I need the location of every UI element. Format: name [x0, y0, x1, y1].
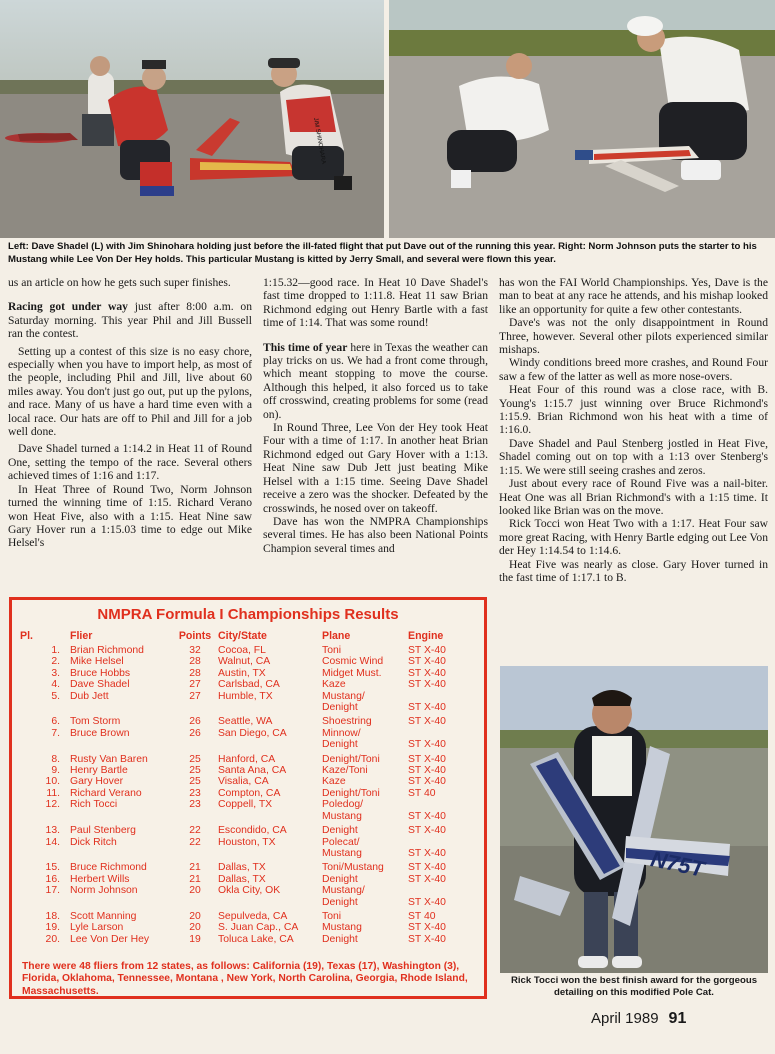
cell-engine: ST X-40 [408, 896, 446, 908]
paragraph: Heat Four of this round was a close race, with B. Young's 1:15.7 just winning over Bruce Richmond's 1:15.9. Brian Richmond won his heat with a time of 1:16.0. [499, 383, 768, 437]
cell-points: 26 [189, 716, 201, 728]
cell-engine: ST 40 [408, 787, 436, 799]
cell-engine: ST 40 [408, 910, 436, 922]
cell-points: 26 [189, 727, 201, 739]
cell-engine: ST X-40 [408, 656, 446, 668]
cell-plane: Mustang [322, 810, 362, 822]
cell-points: 23 [189, 799, 201, 811]
paragraph: Heat Five was nearly as close. Gary Hover turned in the fast time of 1:17.1 to B. [499, 557, 768, 584]
cell-plane: Shoestring [322, 716, 372, 728]
cell-flier [66, 897, 172, 908]
cell-flier: Richard Verano [70, 787, 142, 799]
results-table [20, 630, 458, 945]
cell-points: 22 [189, 825, 201, 837]
cell-flier: Lee Von Der Hey [70, 933, 150, 945]
cell-city-state: Dallas, TX [218, 873, 266, 885]
cell-points: 25 [189, 776, 201, 788]
cell-flier [66, 848, 172, 859]
cell-place: 6. [51, 716, 60, 728]
cell-engine: ST X-40 [408, 922, 446, 934]
results-row [20, 874, 458, 885]
cell-points [172, 811, 218, 822]
cell-city-state: Cocoa, FL [218, 645, 266, 656]
paragraph: Dave has won the NMPRA Championships several times. He has also been National Points Champion several times and [263, 514, 488, 555]
results-footer: There were 48 fliers from 12 states, as follows: California (19), Texas (17), Washington (3), Florida, Oklahoma, Tennessee, Montana , New York, North Carolina, Georgia, Rhode Island, Massachusetts. [22, 961, 468, 997]
results-row [20, 799, 458, 810]
cell-place: 3. [51, 667, 60, 679]
cell-place [20, 702, 66, 713]
cell-engine: ST X-40 [408, 702, 446, 714]
cell-place: 13. [45, 825, 60, 837]
cell-points: 20 [189, 922, 201, 934]
results-row [20, 645, 458, 656]
paragraph: Just about every race of Round Five was a nail-biter. Heat One was all Brian Richmond's with a 1:15 time. It looked like Brian was on the move. [499, 477, 768, 517]
cell-place [20, 897, 66, 908]
cell-engine: ST X-40 [408, 765, 446, 777]
results-row [20, 848, 458, 859]
cell-plane: Cosmic Wind [322, 656, 384, 668]
article-column-2 [263, 276, 488, 555]
cell-place: 20. [45, 933, 60, 945]
plane-marking: N75T [648, 846, 707, 882]
header-plane: Plane [322, 630, 351, 642]
photo-left-shadel [0, 0, 384, 238]
cell-engine: ST X-40 [408, 810, 446, 822]
lead-in: Racing got under way [8, 300, 128, 314]
cell-place: 16. [45, 873, 60, 885]
cell-points: 28 [189, 656, 201, 668]
cell-flier [66, 702, 172, 713]
results-row [20, 934, 458, 945]
cell-plane: Denight [322, 896, 358, 908]
cell-engine: ST X-40 [408, 933, 446, 945]
cell-plane: Toni [322, 910, 342, 922]
cell-place: 7. [51, 727, 60, 739]
results-box [9, 597, 487, 999]
cell-plane: Toni [322, 645, 342, 656]
cell-engine: ST X-40 [408, 716, 446, 728]
paragraph: Racing got under way just after 8:00 a.m. on Saturday morning. This year Phil and Jill Bussell ran the contest. [8, 300, 252, 341]
cell-plane: Toni/Mustang [322, 862, 384, 874]
cell-place: 15. [45, 862, 60, 874]
cell-points: 20 [189, 910, 201, 922]
cell-flier: Rusty Van Baren [70, 753, 148, 765]
cell-city-state: Sepulveda, CA [218, 910, 288, 922]
results-row [20, 885, 458, 896]
header-points: Points [178, 630, 212, 642]
cell-plane: Denight [322, 739, 358, 751]
cell-points: 27 [189, 690, 201, 702]
cell-place: 2. [51, 656, 60, 668]
cell-flier: Mike Helsel [70, 656, 124, 668]
results-row [20, 751, 458, 765]
cell-flier: Dave Shadel [70, 679, 130, 691]
results-row [20, 713, 458, 727]
cell-city-state: Dallas, TX [218, 862, 266, 874]
cell-points: 21 [189, 862, 201, 874]
cell-engine [408, 728, 458, 739]
cell-flier: Bruce Richmond [70, 862, 147, 874]
results-row [20, 788, 458, 799]
cell-plane: Kaze [322, 679, 346, 691]
paragraph: has won the FAI World Championships. Yes, Dave is the man to beat at any race he attends, and his mishap looked like an opportunity for quite a few other contestants. [499, 276, 768, 316]
header-flier: Flier [70, 630, 93, 642]
cell-points: 19 [189, 933, 201, 945]
paragraph: us an article on how he gets such super finishes. [8, 276, 231, 289]
paragraph: Setting up a contest of this size is no easy chore, especially when you have to import help, as most of the people, including Phil and Jill, live about 60 miles away. You don't just go out, put up the pylons, and race. Many of us have a hard time even with a local race. Our hats are off to Phil and Jill for a job well done. [8, 344, 252, 439]
cell-plane: Minnow/ [322, 727, 361, 739]
cell-flier: Tom Storm [70, 716, 121, 728]
paragraph: In Heat Three of Round Two, Norm Johnson turned the winning time of 1:15. Richard Verano won Heat Five, also with a 1:15. Heat Nine saw Gary Hover run a 1:15.03 time to edge out Mike Helsel's [8, 482, 252, 550]
issue-date: April 1989 [591, 1010, 659, 1027]
results-row [20, 897, 458, 908]
cell-city-state: Toluca Lake, CA [218, 933, 294, 945]
cell-engine: ST X-40 [408, 645, 446, 656]
cell-city-state: Humble, TX [218, 690, 273, 702]
cell-place: 4. [51, 679, 60, 691]
cell-city-state: Hanford, CA [218, 753, 276, 765]
cell-engine [408, 837, 458, 848]
cell-flier: Gary Hover [70, 776, 124, 788]
cell-place: 11. [46, 787, 60, 799]
cell-place [20, 848, 66, 859]
cell-place: 19. [45, 922, 60, 934]
paragraph: Dave Shadel turned a 1:14.2 in Heat 11 of Round One, setting the tempo of the race. Several others achieved times of 1:16 and 1:17. [8, 442, 252, 483]
cell-city-state: Escondido, CA [218, 825, 287, 837]
cell-points: 21 [189, 873, 201, 885]
results-row [20, 679, 458, 690]
cell-place: 18. [45, 910, 60, 922]
cell-flier: Bruce Hobbs [70, 667, 131, 679]
cell-engine [408, 885, 458, 896]
results-row [20, 702, 458, 713]
cell-place: 8. [51, 753, 60, 765]
cell-city-state [218, 702, 322, 713]
page-folio [591, 1010, 686, 1028]
cell-points: 27 [189, 679, 201, 691]
cell-engine: ST X-40 [408, 776, 446, 788]
header-engine: Engine [408, 630, 444, 642]
cell-flier [66, 811, 172, 822]
cell-place: 1. [51, 645, 60, 656]
cell-place: 9. [51, 765, 60, 777]
paragraph: Dave's was not the only disappointment in Round Three, however. Several other pilots experienced similar mishaps. [499, 316, 768, 357]
cell-plane: Denight/Toni [322, 787, 380, 799]
shirt-text: JIM SHINOHARA [312, 117, 327, 165]
results-row [20, 776, 458, 787]
cell-flier: Bruce Brown [70, 727, 130, 739]
results-row [20, 922, 458, 933]
cell-engine: ST X-40 [408, 847, 446, 859]
photo-rick-tocci [500, 666, 768, 973]
results-row [20, 765, 458, 776]
cell-flier: Dick Ritch [70, 836, 117, 848]
cell-city-state: S. Juan Cap., CA [218, 922, 299, 934]
cell-engine: ST X-40 [408, 739, 446, 751]
cell-flier: Rich Tocci [70, 799, 118, 811]
results-row [20, 908, 458, 922]
lead-in: This time of year [263, 340, 348, 354]
cell-points [172, 848, 218, 859]
cell-flier [66, 739, 172, 750]
cell-engine: ST X-40 [408, 873, 446, 885]
cell-points: 22 [189, 836, 201, 848]
paragraph: This time of year here in Texas the weather can play tricks on us. We had a front come through, which meant stopping to move the course. Although this helped, it also forced us to take off crosswind, creating problems for some (read on). [263, 340, 488, 421]
cell-city-state: Coppell, TX [218, 799, 273, 811]
cell-plane: Polecat/ [322, 836, 360, 848]
cell-points: 20 [189, 885, 201, 897]
cell-city-state [218, 739, 322, 750]
cell-city-state: Austin, TX [218, 667, 266, 679]
cell-plane: Mustang/ [322, 885, 365, 897]
cell-points [172, 897, 218, 908]
cell-city-state: San Diego, CA [218, 727, 287, 739]
cell-city-state: Walnut, CA [218, 656, 271, 668]
cell-city-state: Seattle, WA [218, 716, 273, 728]
cell-city-state [218, 811, 322, 822]
cell-place [20, 811, 66, 822]
paragraph: Dave Shadel and Paul Stenberg jostled in Heat Five, Shadel coming out on top with a 1:13 over Stenberg's 1:15. We were still seeing crashes and zeros. [499, 436, 768, 477]
cell-points: 28 [189, 667, 201, 679]
cell-city-state: Santa Ana, CA [218, 765, 287, 777]
results-row [20, 656, 458, 667]
paragraph: Windy conditions breed more crashes, and Round Four saw a few of the latter as well as more nose-overs. [499, 356, 768, 383]
cell-place: 17. [45, 885, 60, 897]
cell-points [172, 702, 218, 713]
cell-city-state: Visalia, CA [218, 776, 269, 788]
cell-plane: Kaze/Toni [322, 765, 368, 777]
results-header-row [20, 630, 458, 645]
cell-flier: Lyle Larson [70, 922, 124, 934]
header-city: City/State [218, 630, 267, 642]
cell-place [20, 739, 66, 750]
cell-flier: Herbert Wills [70, 873, 130, 885]
cell-plane: Mustang [322, 847, 362, 859]
cell-engine: ST X-40 [408, 679, 446, 691]
photo-right-johnson [389, 0, 775, 238]
paragraph: 1:15.32—good race. In Heat 10 Dave Shadel's fast time dropped to 1:11.8. Heat 11 saw Brian Richmond edging out Henry Bartle with a fast time of 1:14. That was some round! [263, 276, 488, 330]
article-column-3 [499, 276, 768, 584]
cell-flier: Brian Richmond [70, 645, 144, 656]
cell-city-state [218, 848, 322, 859]
cell-plane: Mustang [322, 922, 362, 934]
cell-plane: Denight [322, 702, 358, 714]
cell-city-state: Okla City, OK [218, 885, 281, 897]
cell-engine [408, 799, 458, 810]
cell-city-state: Houston, TX [218, 836, 276, 848]
cell-place: 10. [45, 776, 60, 788]
cell-engine: ST X-40 [408, 667, 446, 679]
cell-plane: Denight [322, 873, 358, 885]
cell-city-state: Compton, CA [218, 787, 281, 799]
cell-flier: Norm Johnson [70, 885, 138, 897]
results-row [20, 691, 458, 702]
cell-city-state [218, 897, 322, 908]
cell-points: 25 [189, 765, 201, 777]
cell-engine: ST X-40 [408, 753, 446, 765]
cell-plane: Denight [322, 933, 358, 945]
cell-points: 25 [189, 753, 201, 765]
cell-flier: Scott Manning [70, 910, 137, 922]
cell-plane: Denight [322, 825, 358, 837]
cell-points [172, 739, 218, 750]
cell-plane: Mustang/ [322, 690, 365, 702]
paragraph: In Round Three, Lee Von der Hey took Heat Four with a time of 1:17. In another heat Brian Richmond edged out Gary Hover with a 1:13. Heat Nine saw Dub Jett just beating Mike Helsel with a 1:15 time. Seeing Dave Shadel receive a zero was the shocker. Defeated by the crosswinds, he nosed over on takeoff. [263, 421, 488, 515]
article-column-1 [8, 276, 252, 550]
cell-place: 12. [45, 799, 60, 811]
cell-city-state: Carlsbad, CA [218, 679, 280, 691]
results-title: NMPRA Formula I Championships Results [97, 606, 399, 623]
cell-plane: Midget Must. [322, 667, 382, 679]
cell-flier: Dub Jett [70, 690, 109, 702]
cell-engine: ST X-40 [408, 825, 446, 837]
cell-plane: Denight/Toni [322, 753, 380, 765]
right-photo-caption: Rick Tocci won the best finish award for the gorgeous detailing on this modified Pole Cat. [510, 975, 758, 998]
cell-flier: Henry Bartle [70, 765, 128, 777]
results-row [20, 739, 458, 750]
page-number: 91 [668, 1010, 687, 1027]
results-row [20, 859, 458, 873]
cell-engine [408, 691, 458, 702]
results-row [20, 728, 458, 739]
results-row [20, 811, 458, 822]
cell-points: 32 [189, 645, 201, 656]
results-row [20, 822, 458, 836]
photo-caption: Left: Dave Shadel (L) with Jim Shinohara holding just before the ill-fated flight that put Dave out of the running this year. Right: Norm Johnson puts the starter to his Mustang while Lee Von Der Hey holds. This particular Mustang is kitted by Jerry Small, and several were flown this year. [8, 241, 757, 265]
cell-flier: Paul Stenberg [70, 825, 136, 837]
results-row [20, 837, 458, 848]
cell-plane: Poledog/ [322, 799, 364, 811]
cell-place: 14. [45, 836, 60, 848]
cell-place: 5. [51, 690, 60, 702]
cell-engine: ST X-40 [408, 862, 446, 874]
cell-plane: Kaze [322, 776, 346, 788]
cell-points: 23 [189, 787, 201, 799]
paragraph: Rick Tocci won Heat Two with a 1:17. Heat Four saw more great Racing, with Henry Bartle edging out Lee Von der Hey 1:14.54 to 1:14.6. [499, 517, 768, 558]
header-place: Pl. [20, 630, 33, 642]
results-row [20, 668, 458, 679]
